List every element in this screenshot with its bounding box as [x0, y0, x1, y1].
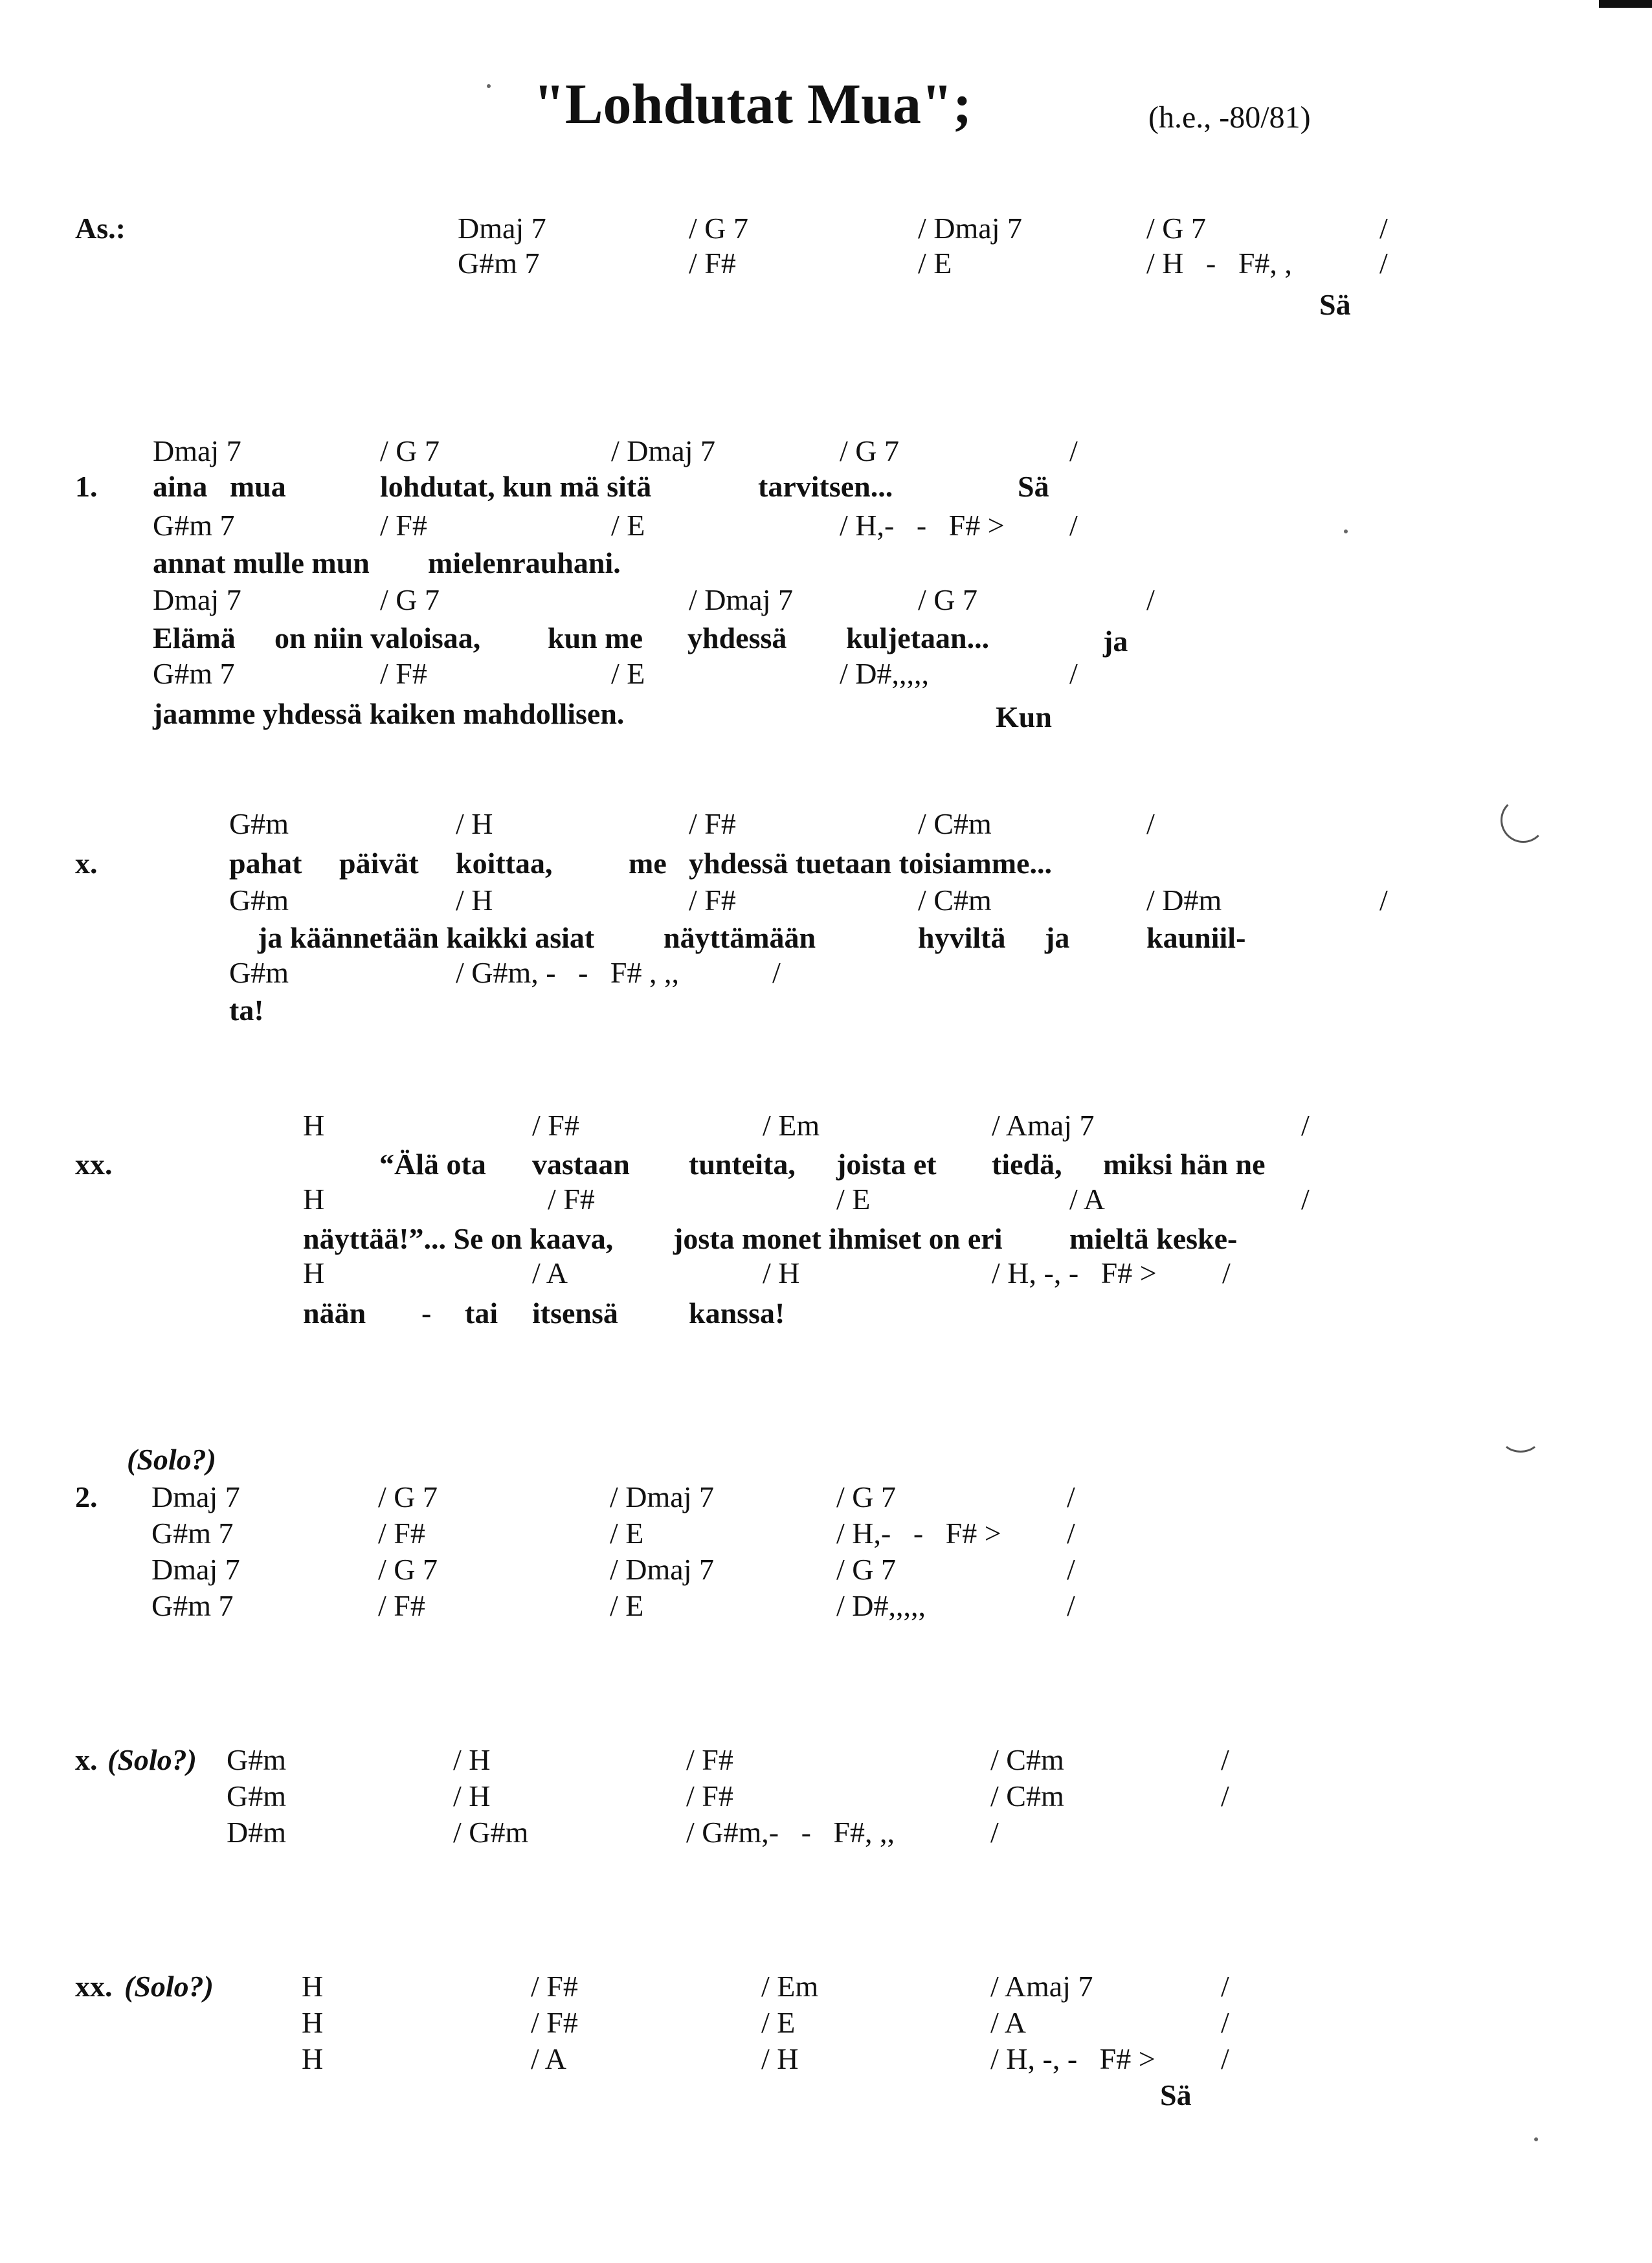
- chord: / F#: [378, 1589, 425, 1622]
- lyric: nään: [303, 1297, 366, 1330]
- bar-line: /: [772, 956, 781, 989]
- chord: H: [303, 1109, 325, 1142]
- chord: / C#m: [990, 1779, 1064, 1812]
- section-label-verse-1: 1.: [75, 470, 98, 503]
- lyric: ja käännetään kaikki asiat: [258, 921, 595, 954]
- lyric: hyviltä: [918, 921, 1006, 954]
- chord: / H: [456, 884, 493, 917]
- chord: / A: [990, 2006, 1026, 2039]
- bar-line: /: [1301, 1183, 1310, 1216]
- lyric: kuljetaan...: [846, 621, 990, 654]
- chord: Dmaj 7: [151, 1553, 240, 1586]
- bar-line: /: [1221, 2042, 1229, 2075]
- chord: / C#m: [990, 1743, 1064, 1776]
- chord: G#m 7: [151, 1589, 234, 1622]
- chord: / F#: [532, 1109, 579, 1142]
- scan-speck: [1344, 530, 1348, 533]
- chord: / A: [1069, 1183, 1105, 1216]
- chord: H: [303, 1183, 325, 1216]
- bar-line: /: [1069, 509, 1078, 542]
- chord: / H: [456, 807, 493, 840]
- chord: / F#: [378, 1517, 425, 1550]
- chord: / E: [761, 2006, 796, 2039]
- chord: G#m 7: [458, 247, 540, 280]
- chord: D#m: [227, 1816, 286, 1849]
- chord: / F#: [689, 884, 736, 917]
- chord: / F#: [686, 1743, 733, 1776]
- bar-line: /: [1067, 1480, 1075, 1513]
- chord: / Em: [761, 1970, 819, 2003]
- lyric: koittaa,: [456, 847, 553, 880]
- page-edge-mark: [1599, 0, 1652, 8]
- lyric: Elämä: [153, 621, 236, 654]
- scan-speck: [1534, 2137, 1538, 2141]
- chord: / D#m: [1146, 884, 1222, 917]
- lyric: tarvitsen...: [758, 470, 893, 503]
- chord: / F#: [689, 247, 736, 280]
- scan-speck: [487, 84, 491, 88]
- lyric: josta monet ihmiset on eri: [673, 1222, 1003, 1255]
- chord: / H: [763, 1256, 800, 1289]
- chord: / G 7: [380, 583, 440, 616]
- section-label-as: As.:: [75, 212, 126, 245]
- lyric: kun me: [548, 621, 643, 654]
- lyric: on niin valoisaa,: [274, 621, 481, 654]
- lyric: päivät: [339, 847, 419, 880]
- chord: G#m: [227, 1743, 286, 1776]
- chord: / Dmaj 7: [610, 1480, 714, 1513]
- chord: / E: [918, 247, 952, 280]
- solo-note: (Solo?): [124, 1970, 214, 2003]
- chord: / F#: [686, 1779, 733, 1812]
- lyric: vastaan: [532, 1148, 630, 1181]
- lyric: miksi hän ne: [1103, 1148, 1266, 1181]
- lyric: yhdessä tuetaan toisiamme...: [689, 847, 1052, 880]
- bar-line: /: [1379, 247, 1388, 280]
- bar-line: /: [1067, 1517, 1075, 1550]
- chord: / G 7: [378, 1553, 438, 1586]
- bar-line: /: [1221, 2006, 1229, 2039]
- chord: / G 7: [836, 1553, 896, 1586]
- chord: / Em: [763, 1109, 820, 1142]
- chord: / D#,,,,,: [840, 657, 929, 690]
- bar-line: /: [1067, 1589, 1075, 1622]
- section-label-x: x.: [75, 847, 98, 880]
- bar-line: /: [1379, 212, 1388, 245]
- lyric: aina mua: [153, 470, 286, 503]
- lyric: ja: [1045, 921, 1070, 954]
- bar-line: /: [1222, 1256, 1231, 1289]
- chord: / D#,,,,,: [836, 1589, 926, 1622]
- chord: Dmaj 7: [151, 1480, 240, 1513]
- chord: / H,- - F# >: [840, 509, 1005, 542]
- bar-line: /: [1069, 657, 1078, 690]
- chord: / E: [610, 1517, 644, 1550]
- chord: / G#m,- - F#, ,,: [686, 1816, 895, 1849]
- lyric: lohdutat, kun mä sitä: [380, 470, 652, 503]
- chord: / H: [453, 1779, 491, 1812]
- lyric: itsensä: [532, 1297, 618, 1330]
- chord: / G 7: [689, 212, 748, 245]
- section-label-verse-2: 2.: [75, 1480, 98, 1513]
- chord: / G 7: [836, 1480, 896, 1513]
- chord: H: [303, 1256, 325, 1289]
- chord: / Amaj 7: [992, 1109, 1095, 1142]
- chord: / G 7: [380, 434, 440, 467]
- chord: / G#m: [453, 1816, 529, 1849]
- lyric: tunteita,: [689, 1148, 796, 1181]
- lyric: annat mulle mun: [153, 546, 370, 579]
- bar-line: /: [990, 1816, 999, 1849]
- chord: H: [302, 2042, 324, 2075]
- chord: / F#: [531, 2006, 578, 2039]
- chord: / H,- - F# >: [836, 1517, 1001, 1550]
- solo-note: (Solo?): [127, 1443, 216, 1476]
- chord: / E: [611, 657, 645, 690]
- chord: / A: [532, 1256, 568, 1289]
- chord: H: [302, 1970, 324, 2003]
- chord: / E: [610, 1589, 644, 1622]
- chord: G#m: [229, 807, 289, 840]
- bar-line: /: [1221, 1779, 1229, 1812]
- lyric: jaamme yhdessä kaiken mahdollisen.: [153, 697, 625, 730]
- lyric: Kun: [996, 700, 1052, 733]
- lyric: mieltä keske-: [1069, 1222, 1238, 1255]
- lyric: yhdessä: [687, 621, 787, 654]
- chord: / Dmaj 7: [611, 434, 715, 467]
- lyric: ta!: [229, 994, 264, 1027]
- section-label-xx: xx.: [75, 1148, 113, 1181]
- lyric: ja: [1103, 625, 1128, 658]
- lyric: mielenrauhani.: [428, 546, 621, 579]
- lyric: -: [421, 1297, 432, 1330]
- chord: G#m 7: [153, 657, 235, 690]
- lyric-pickup: Sä: [1319, 288, 1351, 321]
- bar-line: /: [1221, 1743, 1229, 1776]
- chord: G#m: [229, 884, 289, 917]
- chord: / Amaj 7: [990, 1970, 1093, 2003]
- chord: / G 7: [1146, 212, 1206, 245]
- bar-line: /: [1146, 807, 1155, 840]
- lyric: kanssa!: [689, 1297, 785, 1330]
- lyric: tai: [465, 1297, 498, 1330]
- chord: G#m 7: [153, 509, 235, 542]
- lyric: kauniil-: [1146, 921, 1246, 954]
- bar-line: /: [1069, 434, 1078, 467]
- lyric: “Älä ota: [379, 1148, 486, 1181]
- chord: / E: [836, 1183, 871, 1216]
- chord: Dmaj 7: [153, 583, 241, 616]
- chord: / H: [453, 1743, 491, 1776]
- lyric: tiedä,: [992, 1148, 1062, 1181]
- chord: / E: [611, 509, 645, 542]
- lyric: näyttää!”... Se on kaava,: [303, 1222, 614, 1255]
- song-title: "Lohdutat Mua";: [533, 73, 972, 136]
- chord: / G 7: [840, 434, 899, 467]
- lyric: joista et: [836, 1148, 937, 1181]
- chord: / C#m: [918, 807, 992, 840]
- lyric: näyttämään: [664, 921, 816, 954]
- chord: G#m: [229, 956, 289, 989]
- chord: / F#: [548, 1183, 595, 1216]
- lyric: Sä: [1018, 470, 1049, 503]
- chord: / H: [761, 2042, 799, 2075]
- bar-line: /: [1379, 884, 1388, 917]
- chord: H: [302, 2006, 324, 2039]
- chord: Dmaj 7: [153, 434, 241, 467]
- chord: / H - F#, ,: [1146, 247, 1292, 280]
- chord: / A: [531, 2042, 566, 2075]
- chord: / Dmaj 7: [918, 212, 1022, 245]
- chord: / F#: [380, 509, 427, 542]
- solo-note: (Solo?): [107, 1743, 197, 1776]
- bar-line: /: [1067, 1553, 1075, 1586]
- song-meta: (h.e., -80/81): [1148, 100, 1311, 135]
- chord: G#m 7: [151, 1517, 234, 1550]
- chord: / G 7: [378, 1480, 438, 1513]
- scan-artifact-arc: [1501, 797, 1546, 843]
- chord: / C#m: [918, 884, 992, 917]
- section-label-x-solo: x.: [75, 1743, 98, 1776]
- chord: / F#: [689, 807, 736, 840]
- chord: / Dmaj 7: [689, 583, 793, 616]
- chord: / Dmaj 7: [610, 1553, 714, 1586]
- lyric-pickup: Sä: [1160, 2079, 1192, 2112]
- bar-line: /: [1301, 1109, 1310, 1142]
- chord: G#m: [227, 1779, 286, 1812]
- scan-artifact-arc: [1501, 1421, 1541, 1453]
- chord: / F#: [380, 657, 427, 690]
- chord: / G 7: [918, 583, 977, 616]
- lyric: pahat: [229, 847, 302, 880]
- chord: / H, -, - F# >: [990, 2042, 1155, 2075]
- chord: / G#m, - - F# , ,,: [456, 956, 679, 989]
- chord: / F#: [531, 1970, 578, 2003]
- chord: / H, -, - F# >: [992, 1256, 1157, 1289]
- section-label-xx-solo: xx.: [75, 1970, 113, 2003]
- bar-line: /: [1146, 583, 1155, 616]
- chord: Dmaj 7: [458, 212, 546, 245]
- lyric: me: [629, 847, 667, 880]
- bar-line: /: [1221, 1970, 1229, 2003]
